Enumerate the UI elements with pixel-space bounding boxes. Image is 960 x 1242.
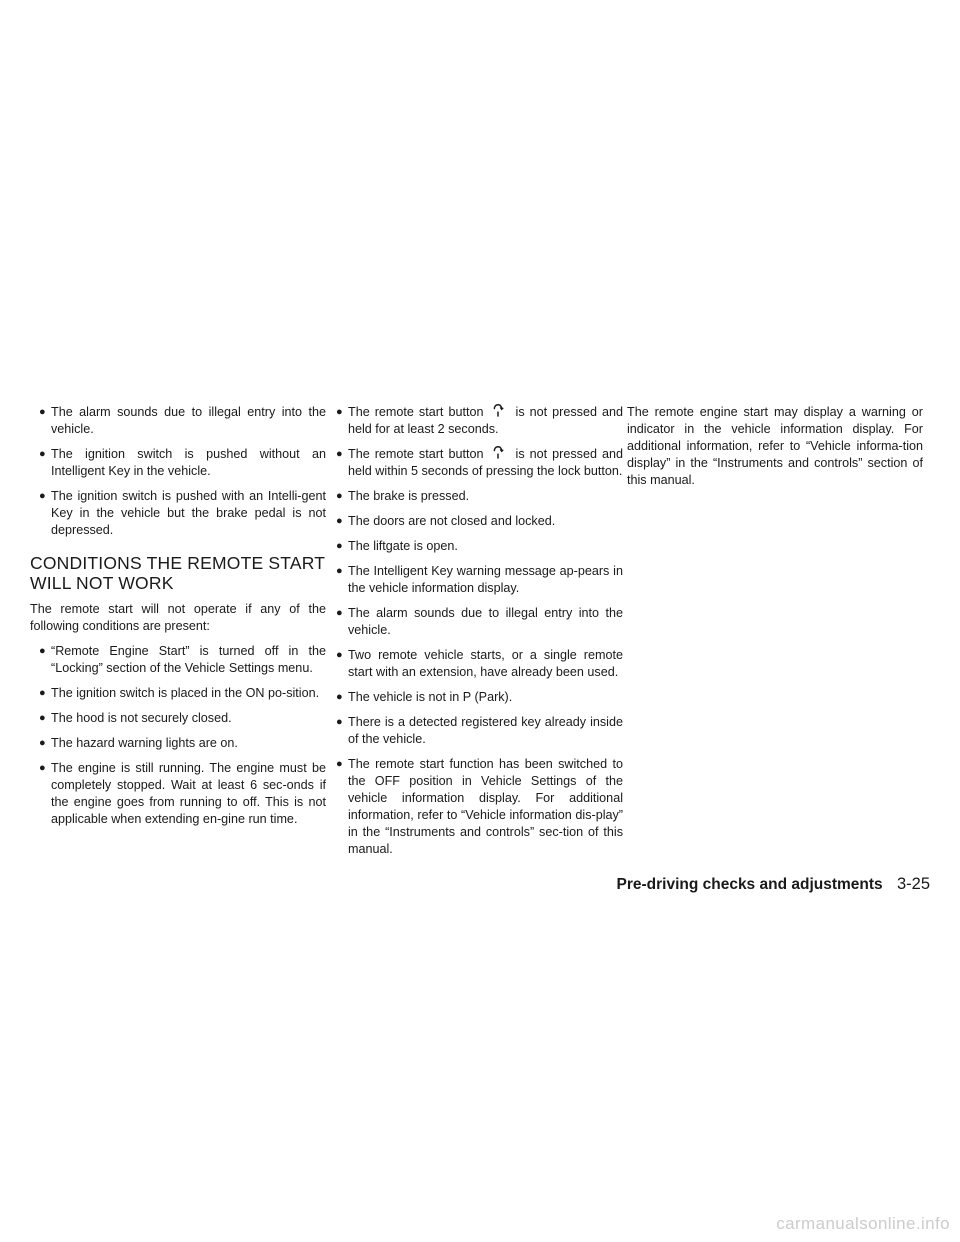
list-item-text: The alarm sounds due to illegal entry into the vehicle. xyxy=(51,405,326,436)
list-item-text-after-icon: is not pressed and held within 5 seconds of pressing the lock button. xyxy=(348,447,624,478)
list-item-text: The ignition switch is placed in the ON po-sition. xyxy=(51,686,320,700)
list-item-text: The hazard warning lights are on. xyxy=(51,736,238,750)
page-number: 3-25 xyxy=(896,875,930,893)
list-item-text: The doors are not closed and locked. xyxy=(348,514,556,528)
list-item-text: The Intelligent Key warning message ap-pears in the vehicle information display. xyxy=(348,564,623,595)
bullet-icon: ● xyxy=(39,762,46,774)
list-item xyxy=(30,685,326,702)
list-item xyxy=(327,605,623,639)
section-heading-line-2: WILL NOT WORK xyxy=(30,573,174,593)
section-heading xyxy=(30,553,326,593)
list-item-text: The vehicle is not in P (Park). xyxy=(348,690,513,704)
list-item xyxy=(30,488,326,539)
list-item xyxy=(327,563,623,597)
list-item-text: The hood is not securely closed. xyxy=(51,711,232,725)
bullet-icon: ● xyxy=(39,687,46,699)
list-item xyxy=(30,760,326,828)
list-item xyxy=(30,446,326,480)
list-item-text: The ignition switch is pushed with an Intelli-gent Key in the vehicle but the brake pedal is not depressed. xyxy=(51,489,326,537)
middle-column xyxy=(327,404,623,866)
list-item-text: The engine is still running. The engine must be completely stopped. Wait at least 6 sec-onds if the engine goes from running to off. This is not applicable when extending en-gine run time. xyxy=(51,761,326,826)
list-item xyxy=(30,710,326,727)
list-item-text: There is a detected registered key already inside of the vehicle. xyxy=(348,715,623,746)
conditions-list-continued xyxy=(327,404,623,858)
chapter-title: Pre-driving checks and adjustments xyxy=(616,876,883,893)
bullet-icon: ● xyxy=(336,515,343,527)
list-item xyxy=(327,714,623,748)
bullet-icon: ● xyxy=(336,716,343,728)
bullet-icon: ● xyxy=(39,645,46,657)
bullet-icon: ● xyxy=(336,490,343,502)
list-item xyxy=(30,643,326,677)
list-item-text: The ignition switch is pushed without an Intelligent Key in the vehicle. xyxy=(51,447,326,478)
list-item-text-before-icon: The remote start button xyxy=(348,405,484,419)
list-item-text: “Remote Engine Start” is turned off in the “Locking” section of the Vehicle Settings menu. xyxy=(51,644,326,675)
bullet-icon: ● xyxy=(39,737,46,749)
list-item xyxy=(327,446,623,480)
list-item-text: Two remote vehicle starts, or a single remote start with an extension, have already been used. xyxy=(348,648,623,679)
right-column xyxy=(627,404,923,497)
bullet-icon: ● xyxy=(39,712,46,724)
info-paragraph: The remote engine start may display a warning or indicator in the vehicle information display. For additional information, refer to “Vehicle informa-tion display” in the “Instruments and controls” section of this manual. xyxy=(627,405,923,487)
bullet-icon: ● xyxy=(336,607,343,619)
list-item-text: The remote start function has been switched to the OFF position in Vehicle Settings of the vehicle information display. For additional information, refer to “Vehicle information dis-play” in the “Instruments and controls” sec-tion of this manual. xyxy=(348,757,623,856)
list-item xyxy=(327,404,623,438)
bullet-icon: ● xyxy=(336,448,343,460)
list-item xyxy=(327,689,623,706)
list-item xyxy=(327,647,623,681)
conditions-list xyxy=(30,643,326,828)
bullet-icon: ● xyxy=(336,406,343,418)
bullet-icon: ● xyxy=(336,758,343,770)
list-item xyxy=(30,735,326,752)
remote-start-icon xyxy=(491,404,505,418)
bullet-icon: ● xyxy=(336,540,343,552)
section-heading-line-1: CONDITIONS THE REMOTE START xyxy=(30,553,326,573)
page-footer xyxy=(616,875,930,894)
bullet-icon: ● xyxy=(39,490,46,502)
bullet-icon: ● xyxy=(39,406,46,418)
list-item xyxy=(327,488,623,505)
remote-start-icon xyxy=(491,446,505,460)
list-item xyxy=(327,538,623,555)
bullet-icon: ● xyxy=(336,565,343,577)
bullet-icon: ● xyxy=(336,649,343,661)
list-item-text: The alarm sounds due to illegal entry into the vehicle. xyxy=(348,606,623,637)
intro-paragraph: The remote start will not operate if any of the following conditions are present: xyxy=(30,602,326,633)
left-column xyxy=(30,404,326,836)
top-bullet-list xyxy=(30,404,326,539)
list-item-text-after-icon: is not pressed and held for at least 2 seconds. xyxy=(348,405,624,436)
list-item-text: The brake is pressed. xyxy=(348,489,470,503)
bullet-icon: ● xyxy=(336,691,343,703)
list-item-text: The liftgate is open. xyxy=(348,539,458,553)
list-item xyxy=(327,756,623,858)
list-item xyxy=(30,404,326,438)
watermark: carmanualsonline.info xyxy=(776,1214,950,1233)
bullet-icon: ● xyxy=(39,448,46,460)
list-item xyxy=(327,513,623,530)
list-item-text-before-icon: The remote start button xyxy=(348,447,484,461)
